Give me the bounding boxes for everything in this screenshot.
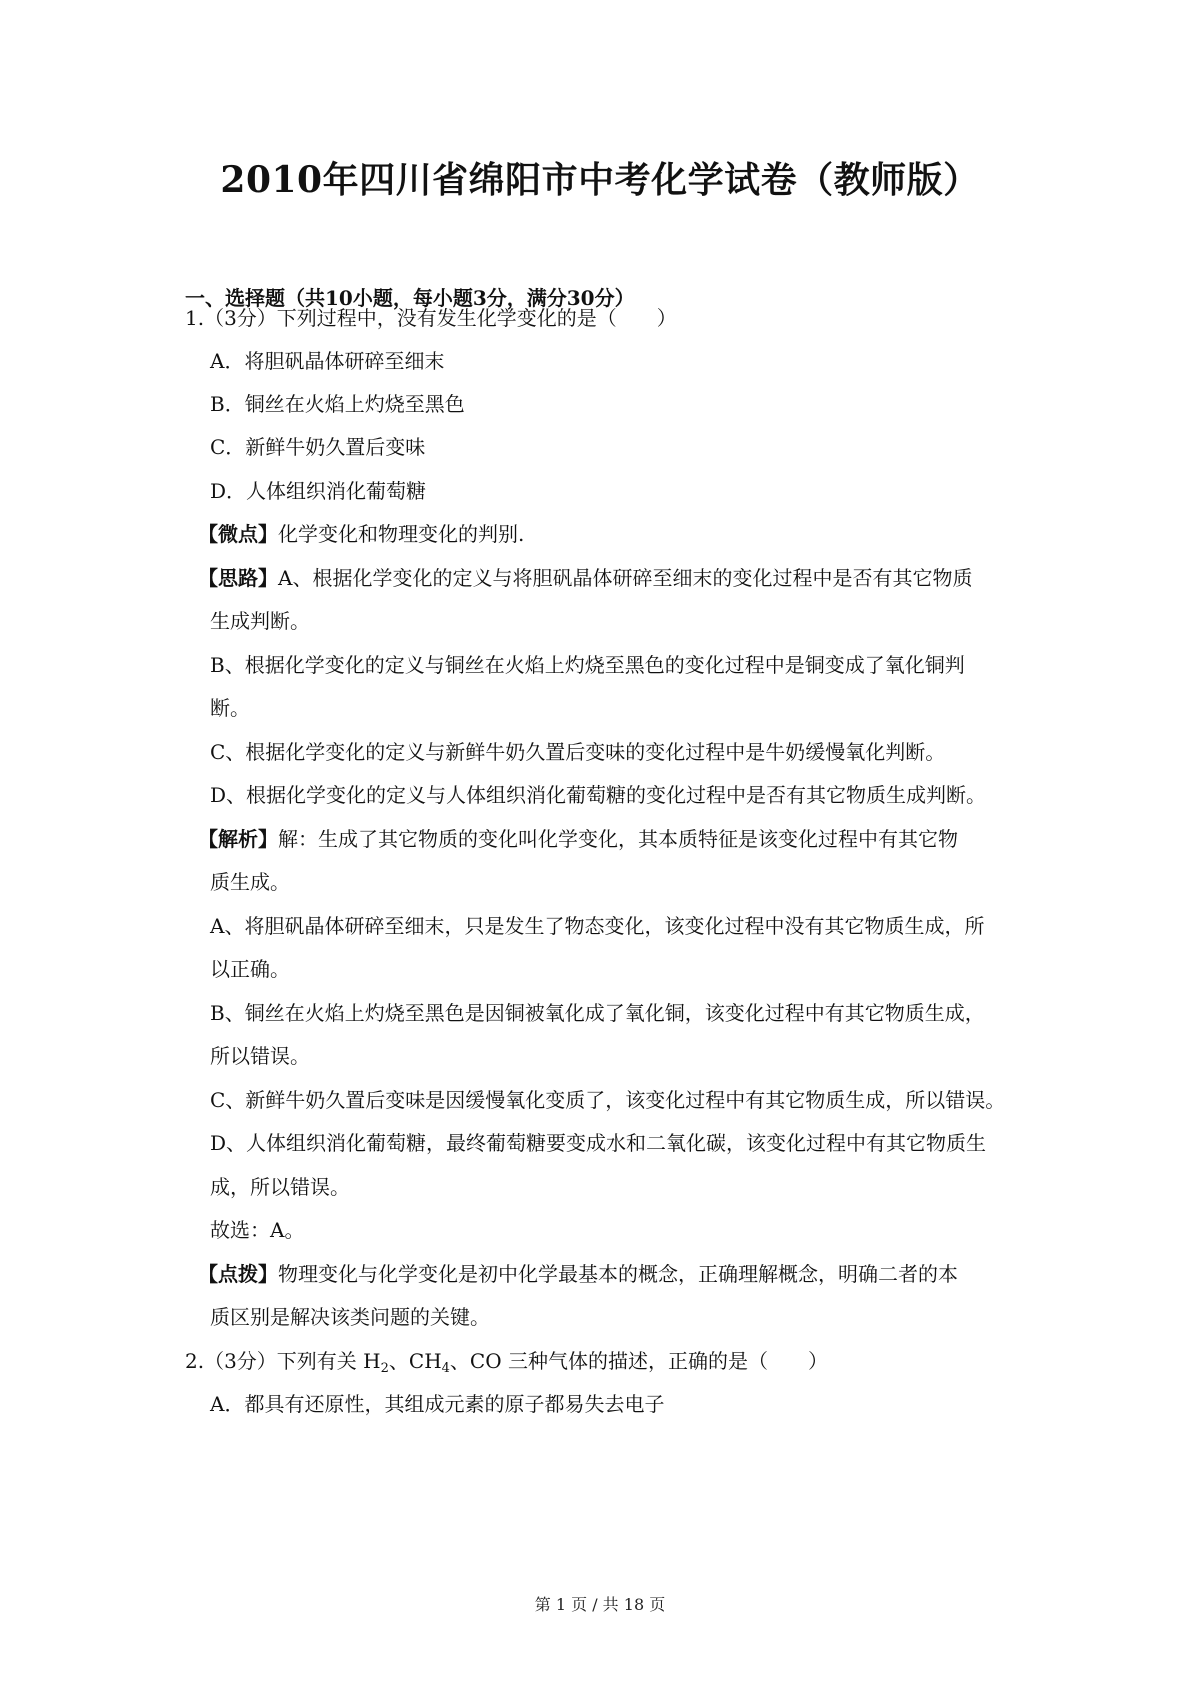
silu-paragraph bbox=[198, 565, 972, 591]
question-1-option-a: A．将胆矾晶体研碎至细末 bbox=[210, 349, 445, 373]
jiexi-line-6: 所以错误。 bbox=[210, 1044, 310, 1068]
weidian-text: 化学变化和物理变化的判别. bbox=[278, 522, 525, 546]
silu-tag: 【思路】 bbox=[198, 566, 278, 590]
jiexi-line-3: A、将胆矾晶体研碎至细末，只是发生了物态变化，该变化过程中没有其它物质生成，所 bbox=[210, 914, 985, 938]
dianbo-line-2: 质区别是解决该类问题的关键。 bbox=[210, 1305, 490, 1329]
question-2-stem bbox=[185, 1348, 828, 1374]
jiexi-paragraph bbox=[198, 826, 958, 852]
page-title: 2010年四川省绵阳市中考化学试卷（教师版） bbox=[220, 159, 980, 201]
answer-line: 故选：A。 bbox=[210, 1218, 305, 1242]
question-1-option-d: D．人体组织消化葡萄糖 bbox=[210, 479, 427, 503]
question-2-stem-part-1: 2.（3分）下列有关 H bbox=[185, 1349, 381, 1373]
page-footer: 第 1 页 / 共 18 页 bbox=[534, 1595, 666, 1614]
jiexi-line-4: 以正确。 bbox=[210, 957, 290, 981]
jiexi-line-5: B、铜丝在火焰上灼烧至黑色是因铜被氧化成了氧化铜，该变化过程中有其它物质生成， bbox=[210, 1001, 985, 1025]
jiexi-tag: 【解析】 bbox=[198, 827, 278, 851]
jiexi-line-2: 质生成。 bbox=[210, 870, 290, 894]
question-2-stem-part-2: 、CH bbox=[388, 1349, 442, 1373]
question-1-stem: 1.（3分）下列过程中，没有发生化学变化的是（ ） bbox=[185, 306, 677, 330]
jiexi-line-7: C、新鲜牛奶久置后变味是因缓慢氧化变质了，该变化过程中有其它物质生成，所以错误。 bbox=[210, 1088, 1006, 1112]
silu-line-2: 生成判断。 bbox=[210, 609, 310, 633]
question-2-stem-part-3: 、CO 三种气体的描述，正确的是（ ） bbox=[449, 1349, 828, 1373]
silu-line-1: A、根据化学变化的定义与将胆矾晶体研碎至细末的变化过程中是否有其它物质 bbox=[278, 566, 973, 590]
section-heading: 一、选择题（共10小题，每小题3分，满分30分） bbox=[185, 286, 635, 310]
dianbo-line-1: 物理变化与化学变化是初中化学最基本的概念，正确理解概念，明确二者的本 bbox=[278, 1262, 958, 1286]
jiexi-line-9: 成，所以错误。 bbox=[210, 1175, 350, 1199]
dianbo-tag: 【点拨】 bbox=[198, 1262, 278, 1286]
silu-line-3: B、根据化学变化的定义与铜丝在火焰上灼烧至黑色的变化过程中是铜变成了氧化铜判 bbox=[210, 653, 965, 677]
subscript-ch4: 4 bbox=[441, 1361, 450, 1376]
silu-line-4: 断。 bbox=[210, 696, 250, 720]
dianbo-paragraph bbox=[198, 1261, 958, 1287]
question-2-option-a: A．都具有还原性，其组成元素的原子都易失去电子 bbox=[210, 1392, 665, 1416]
jiexi-line-1: 解：生成了其它物质的变化叫化学变化，其本质特征是该变化过程中有其它物 bbox=[278, 827, 958, 851]
jiexi-line-8: D、人体组织消化葡萄糖，最终葡萄糖要变成水和二氧化碳，该变化过程中有其它物质生 bbox=[210, 1131, 987, 1155]
subscript-h2: 2 bbox=[380, 1361, 389, 1376]
weidian-tag: 【微点】 bbox=[198, 522, 278, 546]
weidian-paragraph bbox=[198, 521, 524, 547]
question-1-option-c: C．新鲜牛奶久置后变味 bbox=[210, 435, 426, 459]
silu-line-5: C、根据化学变化的定义与新鲜牛奶久置后变味的变化过程中是牛奶缓慢氧化判断。 bbox=[210, 740, 946, 764]
silu-line-6: D、根据化学变化的定义与人体组织消化葡萄糖的变化过程中是否有其它物质生成判断。 bbox=[210, 783, 987, 807]
question-1-option-b: B．铜丝在火焰上灼烧至黑色 bbox=[210, 392, 465, 416]
